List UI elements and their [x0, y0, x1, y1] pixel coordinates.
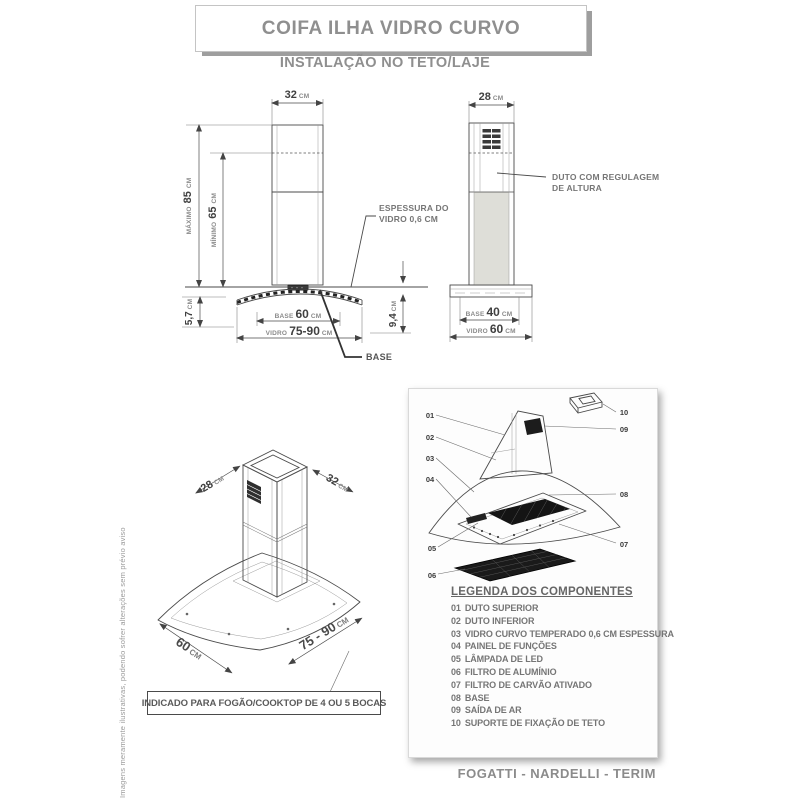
iso-dim-glass-depth [160, 624, 232, 673]
svg-text:MÍNIMO65CM: MÍNIMO65CM [207, 192, 219, 248]
legend-item: 05 LÂMPADA DE LED [451, 654, 543, 665]
callout-10: 10 [619, 408, 629, 417]
svg-text:5,7CM: 5,7CM [184, 298, 195, 326]
svg-text:9,4CM: 9,4CM [388, 300, 399, 328]
indication-box [141, 691, 387, 715]
svg-text:BASE60CM: BASE 60 CM [274, 307, 322, 321]
title-box [195, 5, 587, 52]
side-base [450, 285, 532, 297]
subtitle: INSTALAÇÃO NO TETO/LAJE [279, 55, 491, 71]
svg-text:BASE: BASE [366, 352, 393, 362]
aluminium-filter [488, 497, 571, 527]
legend-title: LEGENDA DOS COMPONENTES [451, 586, 633, 598]
svg-text:32CM: 32CM [323, 472, 350, 494]
air-outlet [524, 418, 543, 435]
note-leader-line [330, 651, 349, 692]
legend-item: 03 VIDRO CURVO TEMPERADO 0,6 CM ESPESSURA [451, 628, 674, 639]
front-dim-glass-drop [370, 261, 411, 333]
legend-item: 01 DUTO SUPERIOR [451, 603, 539, 613]
callout-06: 06 [427, 571, 437, 580]
legend-item: 07 FILTRO DE CARVÃO ATIVADO [451, 679, 592, 690]
duct-adjust-callout [497, 172, 659, 193]
svg-text:32CM: 32 CM [284, 89, 310, 101]
chimney [480, 411, 552, 479]
front-duct [272, 125, 323, 285]
side-note: Imagens meramente ilustrativas, podendo sofrer alterações sem prévio aviso [118, 527, 127, 798]
legend-item: 10 SUPORTE DE FIXAÇÃO DE TETO [451, 718, 606, 729]
svg-text:ESPESSURA DO: ESPESSURA DO [379, 203, 449, 213]
svg-text:VIDRO60CM: VIDRO 60 CM [466, 322, 516, 336]
legend-item: 04 PAINEL DE FUNÇÕES [451, 641, 557, 652]
svg-text:DE ALTURA: DE ALTURA [552, 183, 602, 193]
callout-08: 08 [619, 490, 629, 499]
callout-09: 09 [619, 425, 629, 434]
svg-text:60CM: 60CM [173, 634, 203, 662]
legend-item: 09 SAÍDA DE AR [451, 705, 522, 716]
front-dim-top-width [272, 89, 323, 125]
side-dim-glass [450, 297, 532, 342]
svg-text:75 - 90CM: 75 - 90CM [296, 615, 351, 654]
callout-04: 04 [425, 475, 435, 484]
duct-vent-grille [483, 129, 501, 149]
iso-dim-width [313, 470, 353, 495]
svg-text:BASE40CM: BASE 40 CM [465, 305, 513, 319]
svg-text:VIDRO 0,6 CM: VIDRO 0,6 CM [379, 214, 439, 224]
iso-duct-grille [247, 480, 261, 504]
side-view-drawing [430, 85, 700, 355]
callout-03: 03 [425, 454, 435, 463]
iso-dim-depth [196, 466, 240, 495]
svg-text:MÁXIMO85CM: MÁXIMO85CM [182, 177, 194, 235]
front-dim-minimo [207, 153, 272, 287]
components-panel [408, 388, 674, 758]
callout-02: 02 [425, 433, 435, 442]
callout-07: 07 [619, 540, 629, 549]
exploded-view [409, 389, 657, 589]
side-duct [469, 123, 514, 285]
page-title: COIFA ILHA VIDRO CURVO [261, 17, 521, 39]
ceiling-bracket [570, 393, 602, 413]
side-dim-base [460, 297, 519, 325]
carbon-filter [455, 539, 575, 581]
svg-text:28CM: 28 CM [478, 91, 504, 103]
svg-text:DUTO COM REGULAGEM: DUTO COM REGULAGEM [552, 172, 660, 182]
legend-item: 06 FILTRO DE ALUMÍNIO [451, 666, 557, 677]
iso-dim-glass-width [289, 611, 362, 664]
front-view-drawing [130, 85, 460, 375]
front-dim-glass-rise [182, 297, 234, 327]
legend-item: 02 DUTO INFERIOR [451, 615, 535, 626]
indication-text: INDICADO PARA FOGÃO/COOKTOP DE 4 OU 5 BOCAS [141, 697, 387, 709]
front-dim-maximo [182, 125, 272, 287]
svg-text:28CM: 28CM [198, 475, 226, 495]
callout-05: 05 [427, 544, 437, 553]
legend [451, 586, 674, 730]
callout-01: 01 [425, 411, 435, 420]
footer-brands: FOGATTI - NARDELLI - TERIM [457, 766, 656, 781]
legend-item: 08 BASE [451, 692, 490, 703]
side-dim-top-width [469, 91, 514, 123]
front-glass [237, 289, 362, 305]
svg-text:VIDRO75-90CM: VIDRO 75-90 CM [265, 324, 333, 338]
iso-view-drawing [130, 430, 420, 730]
